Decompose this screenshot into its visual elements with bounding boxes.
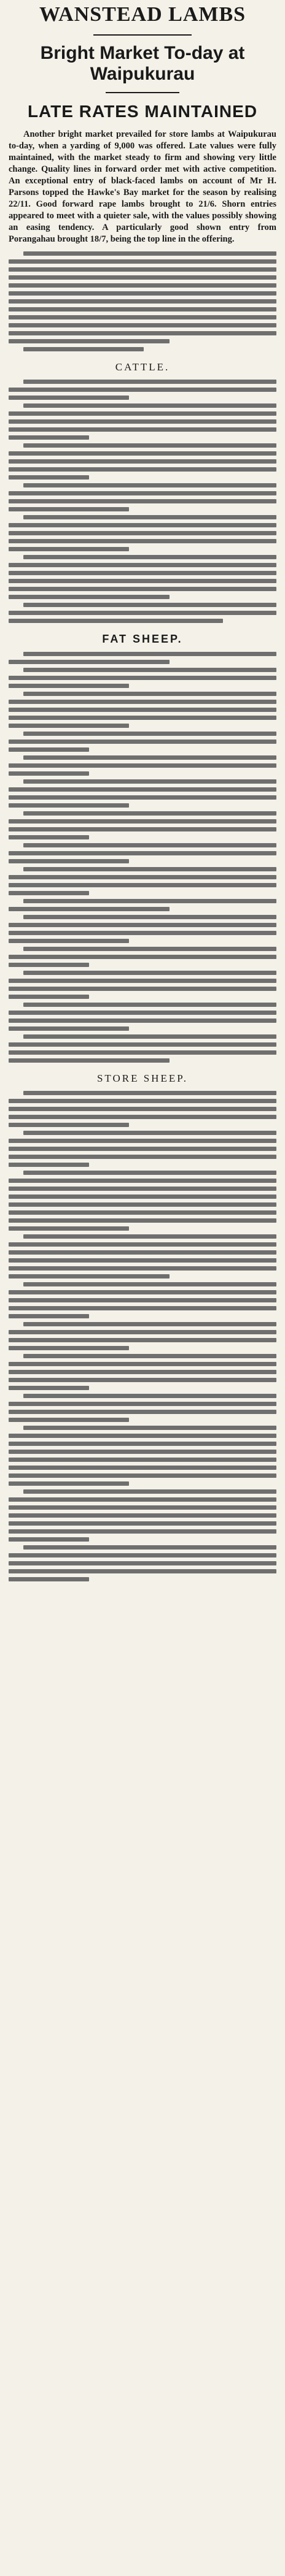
- body-text: [9, 652, 276, 1063]
- divider-rule: [106, 92, 179, 93]
- section-heading-store-sheep: STORE SHEEP.: [96, 1072, 189, 1084]
- lead-paragraph: Another bright market prevailed for store lambs at Waipukurau to-day, when a yarding of 9,000 was offered. Late values were fully maintained, with the market steady to firm and showing very little change. Quality lines in forward order met with active competition. An exceptional entry of black-faced lambs on account of Mr H. Parsons topped the Hawke's Bay market for the season by realising 22/11. Good forward rape lambs brought to 21/6. Shorn entries appeared to meet with a quieter sale, with the values possibly showing an easing tendency. A particularly good shown entry from Porangahau brought 18/7, being the top line in the offering.: [9, 129, 276, 244]
- body-text: [9, 1091, 276, 1581]
- body-text: [9, 251, 276, 351]
- article-kicker: WANSTEAD LAMBS: [39, 3, 246, 26]
- article-subhead: LATE RATES MAINTAINED: [27, 102, 258, 121]
- article-headline: Bright Market To-day at Waipukurau: [40, 43, 245, 84]
- section-heading-cattle: CATTLE.: [115, 361, 170, 373]
- body-text: [9, 380, 276, 623]
- section-heading-fat-sheep: FAT SHEEP.: [102, 633, 183, 645]
- divider-rule: [93, 34, 192, 36]
